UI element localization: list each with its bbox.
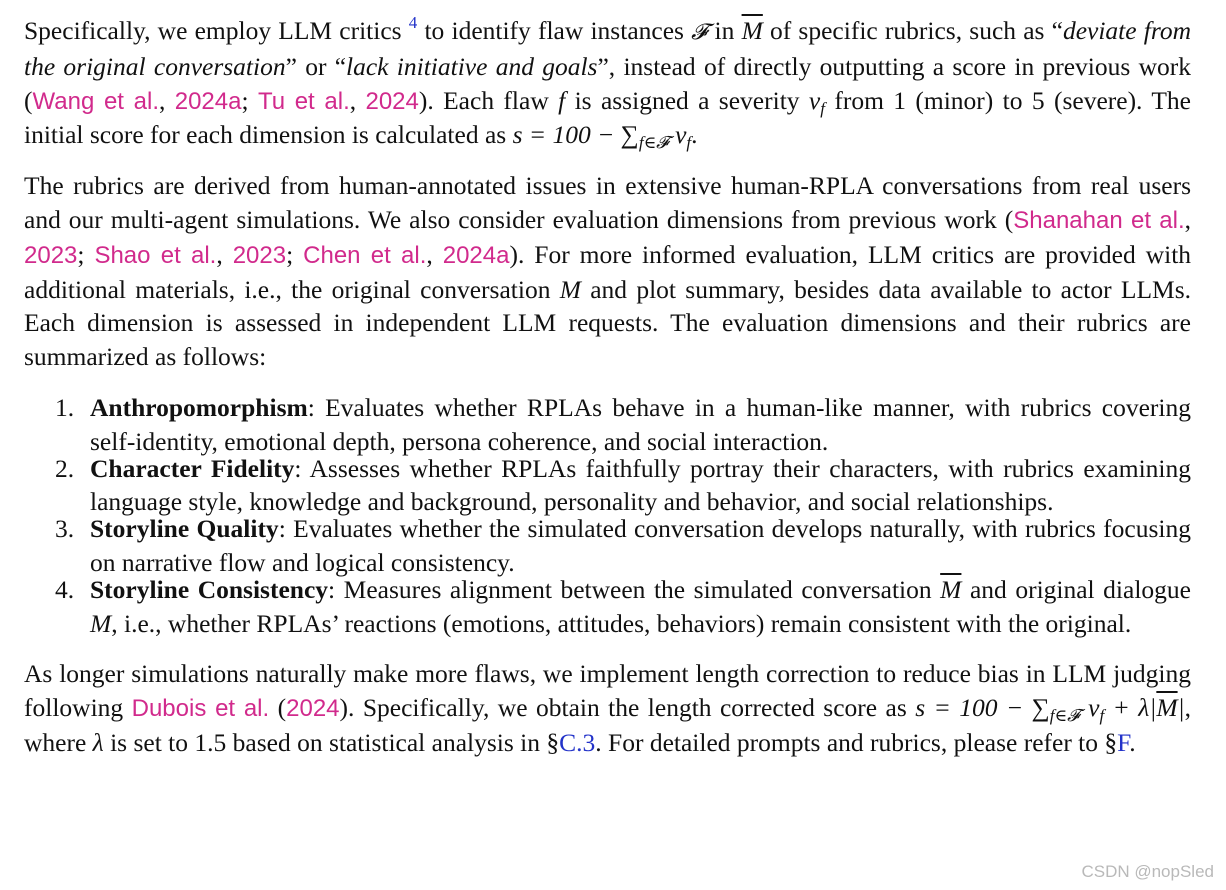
math-m-bar: $\overline{M}$ <box>1156 693 1178 723</box>
list-item-storyline-quality <box>24 512 1191 580</box>
math-m: M <box>559 274 581 304</box>
text: The rubrics are derived from human-annotated issues in extensive human-RPLA conversations from real users and our multi-agent simulations. We also consider evaluation dimensions from previous work ( <box>24 171 1191 234</box>
text: of specific rubrics, such as “ <box>762 16 1063 45</box>
list-number: 1. <box>55 392 75 422</box>
dimension-description: : Assesses whether RPLAs faithfully portray their characters, with rubrics examining language style, knowledge and background, personality and behavior, and social relationships. <box>90 453 1191 517</box>
text: As longer simulations naturally make more flaws, we implement length correction to reduce bias in LLM judging following <box>24 659 1191 723</box>
text: , <box>426 239 443 269</box>
dimension-title: Anthropomorphism <box>90 392 308 422</box>
text: is assigned a severity <box>565 85 809 115</box>
math-m-bar: $\overline{M}$ <box>940 574 962 604</box>
text: is set to 1.5 based on statistical analysis in § <box>103 727 560 757</box>
math-m-bar: $\overline{M}$ <box>741 16 763 45</box>
math-subscript: f∈𝓕 <box>638 133 669 153</box>
evaluation-dimensions-list <box>24 391 1191 640</box>
citation-tu-2024-year[interactable]: 2024 <box>365 87 419 115</box>
citation-shao-2023-year[interactable]: 2023 <box>232 241 287 269</box>
math-f: f <box>558 85 566 115</box>
equation-corrected-score: s = 100 − ∑ <box>915 693 1050 723</box>
section-ref-f[interactable]: F <box>1117 727 1130 757</box>
citation-dubois-2024-author[interactable]: Dubois et al. <box>131 695 270 723</box>
quote-lack-initiative: lack initiative and goals <box>346 51 598 81</box>
dimension-title: Storyline Consistency <box>90 574 329 604</box>
equation-initial-score: s = 100 − ∑ <box>512 120 639 150</box>
citation-shao-2023-author[interactable]: Shao et al. <box>94 241 217 269</box>
text: ; <box>286 239 304 269</box>
math-v: v <box>1079 693 1100 723</box>
list-number: 4. <box>55 574 75 604</box>
math-subscript: f <box>1099 706 1105 726</box>
paper-body <box>24 14 1191 760</box>
citation-tu-2024-author[interactable]: Tu et al. <box>257 87 350 115</box>
paragraph-length-correction <box>24 657 1191 759</box>
citation-chen-2024a-author[interactable]: Chen et al. <box>303 241 427 269</box>
text: ; <box>241 85 258 115</box>
text: . For detailed prompts and rubrics, please refer to § <box>595 727 1118 757</box>
citation-chen-2024a-year[interactable]: 2024a <box>442 241 510 269</box>
math-subscript: f <box>820 98 825 118</box>
text: in <box>707 16 742 45</box>
footnote-4-link[interactable]: 4 <box>408 13 418 32</box>
dimension-description: : Measures alignment between the simulated conversation <box>328 574 941 604</box>
dimension-title: Storyline Quality <box>90 514 279 544</box>
text: ; <box>77 239 95 269</box>
math-lambda-term: + λ| <box>1104 693 1157 723</box>
text: ). Each flaw <box>418 85 559 115</box>
list-item-character-fidelity <box>24 452 1191 520</box>
list-item-anthropomorphism <box>24 391 1191 459</box>
dimension-description: : Evaluates whether the simulated conversation develops naturally, with rubrics focusing on narrative flow and logical consistency. <box>90 514 1191 577</box>
text: , <box>1184 204 1191 234</box>
list-item-storyline-consistency <box>24 573 1191 641</box>
text: ). For more informed evaluation, LLM critics are provided with additional materials, i.e., the original conversation <box>24 239 1192 304</box>
quote-deviate: deviate from the original conversation <box>24 16 1191 81</box>
math-subscript: f∈𝓕 <box>1049 706 1080 726</box>
text: ). Specifically, we obtain the length corrected score as <box>339 693 916 723</box>
text: , <box>216 239 233 269</box>
math-m: M <box>90 608 112 638</box>
text: , where <box>24 693 1191 757</box>
math-lambda: λ <box>92 727 104 757</box>
text: Specifically, we employ LLM critics <box>24 16 409 45</box>
dimension-description: and original dialogue <box>961 574 1191 604</box>
citation-shanahan-2023-year[interactable]: 2023 <box>24 241 78 269</box>
citation-dubois-2024-year[interactable]: 2024 <box>286 695 340 723</box>
text: from 1 (minor) to 5 (severe). The initial score for each dimension is calculated as <box>24 85 1191 150</box>
text: ”, instead of directly outputting a score in previous work ( <box>24 51 1191 115</box>
paragraph-flaw-scoring <box>24 14 1191 152</box>
list-number: 3. <box>55 514 75 544</box>
text: . <box>691 120 698 150</box>
paragraph-rubrics <box>24 169 1191 374</box>
citation-wang-2024a-author[interactable]: Wang et al. <box>32 87 159 115</box>
text: , <box>349 85 366 115</box>
text: to identify flaw instances <box>417 16 692 45</box>
text: and plot summary, besides data available to actor LLMs. Each dimension is assessed in independent LLM requests. The evaluation dimensions and their rubrics are summarized as follows: <box>24 274 1191 372</box>
text: ” or “ <box>285 51 347 81</box>
citation-wang-2024a-year[interactable]: 2024a <box>174 87 242 115</box>
text: , <box>158 85 175 115</box>
dimension-description: : Evaluates whether RPLAs behave in a human-like manner, with rubrics covering self-identity, emotional depth, persona coherence, and social interaction. <box>90 392 1191 456</box>
math-bar: | <box>1177 693 1185 723</box>
watermark: CSDN @nopSled <box>1081 862 1214 881</box>
math-v: v <box>668 120 687 150</box>
math-flaw-set: 𝓕 <box>691 20 708 45</box>
text: ( <box>269 693 287 723</box>
dimension-description: , i.e., whether RPLAs’ reactions (emotions, attitudes, behaviors) remain consistent with the original. <box>111 608 1132 638</box>
dimension-title: Character Fidelity <box>90 453 295 483</box>
list-number: 2. <box>55 453 75 483</box>
section-ref-c3[interactable]: C.3 <box>559 727 596 757</box>
citation-shanahan-2023-author[interactable]: Shanahan et al. <box>1013 206 1185 234</box>
text: . <box>1129 727 1136 757</box>
math-subscript: f <box>686 133 692 153</box>
math-v: v <box>808 85 821 115</box>
